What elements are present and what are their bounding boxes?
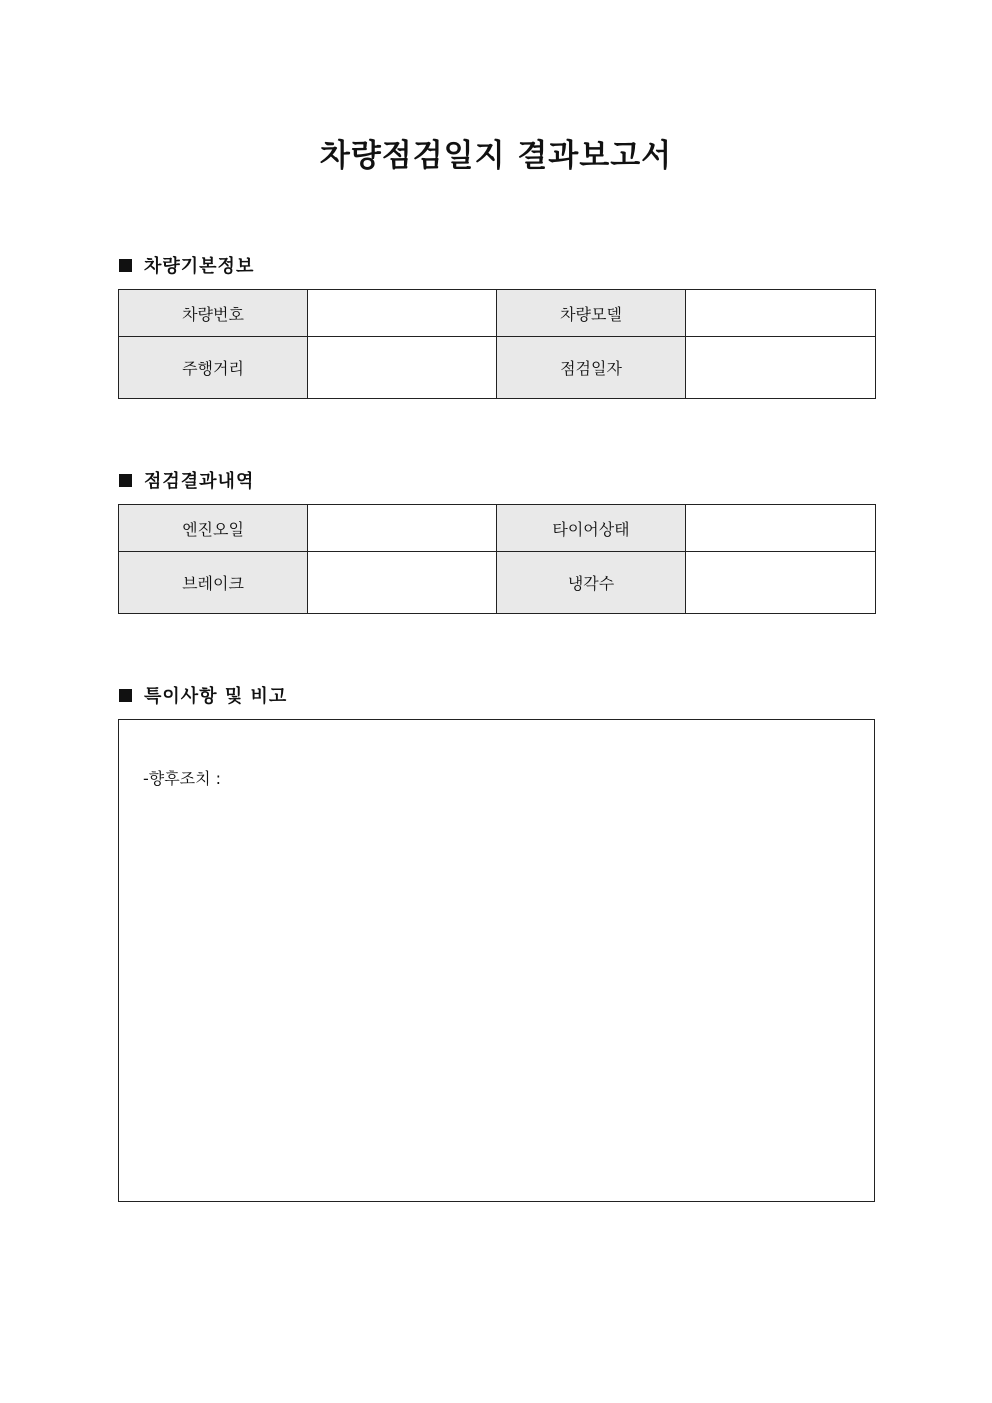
section-heading-label: 차량기본정보 xyxy=(144,256,255,277)
tire-condition-field[interactable] xyxy=(686,505,876,552)
inspection-results-table xyxy=(118,504,876,614)
label-tire-condition: 타이어상태 xyxy=(497,505,686,552)
coolant-field[interactable] xyxy=(686,552,876,614)
square-bullet-icon xyxy=(119,259,132,272)
square-bullet-icon xyxy=(119,689,132,702)
vehicle-number-field[interactable] xyxy=(308,290,497,337)
label-brake: 브레이크 xyxy=(119,552,308,614)
table-row xyxy=(119,505,876,552)
label-vehicle-model: 차량모델 xyxy=(497,290,686,337)
inspection-date-field[interactable] xyxy=(686,337,876,399)
section-heading-label: 점검결과내역 xyxy=(144,471,255,492)
engine-oil-field[interactable] xyxy=(308,505,497,552)
brake-field[interactable] xyxy=(308,552,497,614)
section-heading-basic-info xyxy=(119,252,254,278)
section-heading-remarks xyxy=(119,682,287,708)
label-vehicle-number: 차량번호 xyxy=(119,290,308,337)
table-row xyxy=(119,290,876,337)
table-row xyxy=(119,552,876,614)
label-mileage: 주행거리 xyxy=(119,337,308,399)
section-heading-label: 특이사항 및 비고 xyxy=(144,686,288,707)
table-row xyxy=(119,337,876,399)
document-title: 차량점검일지 결과보고서 xyxy=(319,138,673,174)
remarks-textarea[interactable] xyxy=(118,719,875,1202)
followup-action-label: -향후조치 : xyxy=(143,769,222,788)
basic-info-table xyxy=(118,289,876,399)
mileage-field[interactable] xyxy=(308,337,497,399)
square-bullet-icon xyxy=(119,474,132,487)
vehicle-model-field[interactable] xyxy=(686,290,876,337)
label-coolant: 냉각수 xyxy=(497,552,686,614)
section-heading-inspection-results xyxy=(119,467,254,493)
label-engine-oil: 엔진오일 xyxy=(119,505,308,552)
label-inspection-date: 점검일자 xyxy=(497,337,686,399)
